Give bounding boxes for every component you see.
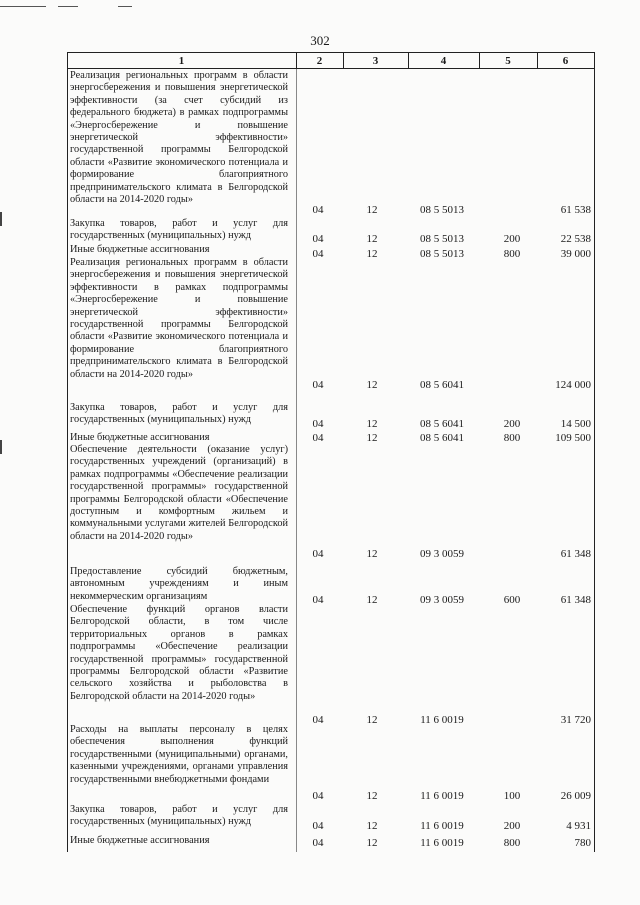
row-target-code: 11 6 0019 (420, 714, 464, 726)
row-section: 04 (312, 837, 324, 849)
row-section: 04 (312, 820, 324, 832)
row-section: 04 (312, 790, 324, 802)
row-target-code: 09 3 0059 (420, 548, 464, 560)
row-target-code: 11 6 0019 (420, 820, 464, 832)
row-amount: 124 000 (555, 379, 591, 391)
row-target-code: 08 5 6041 (420, 432, 464, 444)
row-subsection: 12 (366, 837, 378, 849)
row-expense-type: 800 (503, 837, 521, 849)
row-expense-type: 200 (503, 418, 521, 430)
row-target-code: 11 6 0019 (420, 790, 464, 802)
row-subsection: 12 (366, 233, 378, 245)
row-description: Обеспечение деятельности (оказание услуг) государственных учреждений (организаций) в рамках подпрограммы «Обеспечение реализации государственной программы» государственной программы Белгородской области «Обеспечение доступным и комфортным жильем и коммунальными услугами жителей Белгородской области на 2014-2020 годы» (70, 444, 288, 542)
row-description: Реализация региональных программ в области энергосбережения и повышения энергетической эффективности в рамках подпрограммы «Энергосбережение и повышение энергетической эффективности» государственной программы Белгородской области «Развитие экономического потенциала и формирование благоприятного предпринимательского климата в Белгородской области на 2014-2020 годы» (70, 257, 288, 380)
row-target-code: 08 5 5013 (420, 233, 464, 245)
row-amount: 780 (574, 837, 591, 849)
row-target-code: 08 5 5013 (420, 204, 464, 216)
scan-artifact (0, 6, 46, 7)
row-section: 04 (312, 418, 324, 430)
row-amount: 26 009 (560, 790, 591, 802)
row-subsection: 12 (366, 714, 378, 726)
scan-artifact (0, 440, 2, 454)
row-amount: 61 538 (560, 204, 591, 216)
column-header-3: 3 (372, 55, 379, 67)
row-amount: 61 348 (560, 594, 591, 606)
column-header-2: 2 (316, 55, 323, 67)
row-description: Расходы на выплаты персоналу в целях обеспечения выполнения функций государственными (муниципальными) органами, казенными учреждениями, органами управления государственными внебюджетными фондами (70, 724, 288, 785)
budget-table (67, 52, 595, 852)
row-expense-type: 800 (503, 432, 521, 444)
page-number: 302 (310, 33, 330, 48)
row-section: 04 (312, 548, 324, 560)
row-subsection: 12 (366, 418, 378, 430)
column-header-6: 6 (562, 55, 569, 67)
row-subsection: 12 (366, 248, 378, 260)
row-section: 04 (312, 432, 324, 444)
row-section: 04 (312, 248, 324, 260)
row-description: Обеспечение функций органов власти Белгородской области, в том числе территориальных органов в рамках подпрограммы «Обеспечение реализации государственной программы» государственной программы Белгородской области «Развитие сельского хозяйства и рыболовства в Белгородской области на 2014-2020 годы» (70, 604, 288, 702)
row-expense-type: 100 (503, 790, 521, 802)
row-description: Иные бюджетные ассигнования (70, 835, 210, 846)
row-subsection: 12 (366, 432, 378, 444)
row-section: 04 (312, 233, 324, 245)
row-amount: 31 720 (560, 714, 591, 726)
row-subsection: 12 (366, 594, 378, 606)
row-target-code: 08 5 5013 (420, 248, 464, 260)
row-target-code: 08 5 6041 (420, 418, 464, 430)
row-description: Закупка товаров, работ и услуг для государственных (муниципальных) нужд (70, 218, 288, 242)
row-subsection: 12 (366, 379, 378, 391)
row-section: 04 (312, 379, 324, 391)
row-expense-type: 800 (503, 248, 521, 260)
row-amount: 39 000 (560, 248, 591, 260)
row-amount: 61 348 (560, 548, 591, 560)
row-description: Предоставление субсидий бюджетным, автономным учреждениям и иным некоммерческим организациям (70, 566, 288, 602)
row-description: Закупка товаров, работ и услуг для государственных (муниципальных) нужд (70, 804, 288, 828)
row-subsection: 12 (366, 548, 378, 560)
row-amount: 109 500 (555, 432, 591, 444)
scan-artifact (118, 6, 132, 7)
scan-artifact (58, 6, 78, 7)
row-subsection: 12 (366, 204, 378, 216)
row-subsection: 12 (366, 820, 378, 832)
row-description: Реализация региональных программ в области энергосбережения и повышения энергетической эффективности (за счет субсидий из федерального бюджета) в рамках подпрограммы «Энергосбережение и повышение энергетической эффективности» государственной программы Белгородской области «Развитие экономического потенциала и формирование благоприятного предпринимательского климата в Белгородской области на 2014-2020 годы» (70, 70, 288, 206)
row-expense-type: 200 (503, 820, 521, 832)
row-target-code: 08 5 6041 (420, 379, 464, 391)
row-target-code: 11 6 0019 (420, 837, 464, 849)
row-amount: 22 538 (560, 233, 591, 245)
row-target-code: 09 3 0059 (420, 594, 464, 606)
column-header-5: 5 (505, 55, 511, 67)
scan-artifact (0, 212, 2, 226)
row-section: 04 (312, 204, 324, 216)
row-description: Иные бюджетные ассигнования (70, 244, 210, 255)
row-expense-type: 600 (503, 594, 521, 606)
row-amount: 4 931 (566, 820, 591, 832)
column-header-1: 1 (178, 55, 185, 67)
row-amount: 14 500 (560, 418, 591, 430)
row-subsection: 12 (366, 790, 378, 802)
row-expense-type: 200 (503, 233, 521, 245)
row-description: Иные бюджетные ассигнования (70, 432, 210, 443)
row-section: 04 (312, 594, 324, 606)
column-header-4: 4 (440, 55, 447, 67)
row-description: Закупка товаров, работ и услуг для государственных (муниципальных) нужд (70, 402, 288, 426)
row-section: 04 (312, 714, 324, 726)
